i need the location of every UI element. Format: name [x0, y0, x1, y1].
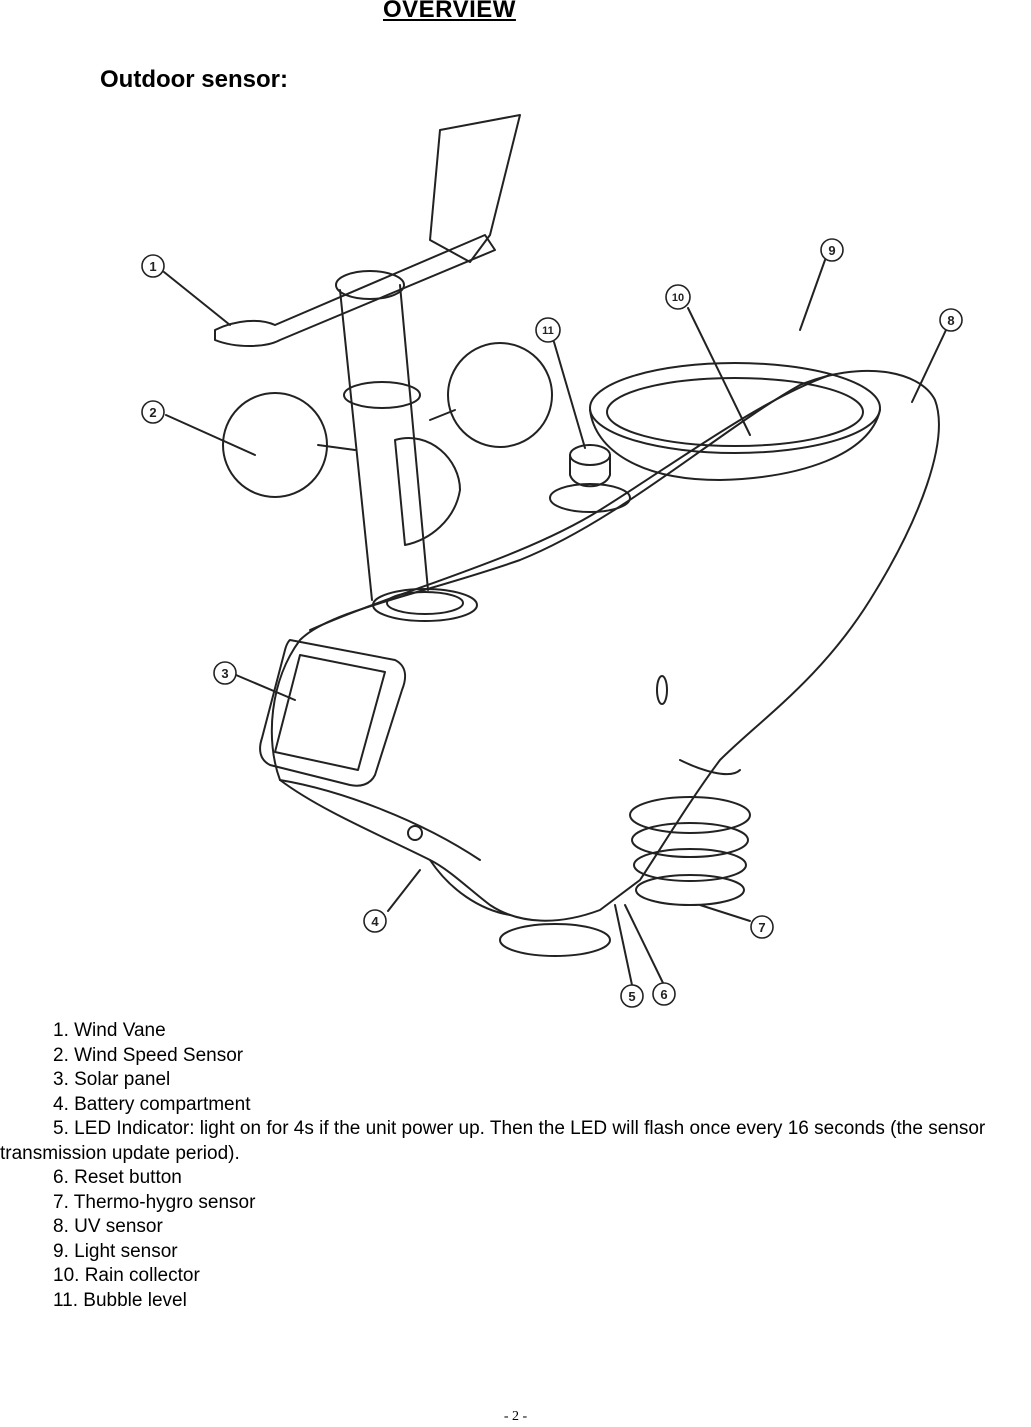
callout-label-8: 8: [947, 313, 955, 328]
legend-item-bubble-level: 11. Bubble level: [53, 1289, 187, 1311]
callout-label-10: 10: [671, 292, 685, 304]
legend-item-light-sensor: 9. Light sensor: [53, 1240, 178, 1262]
callout-4: [364, 910, 386, 932]
bubble-level-shape: [570, 445, 610, 465]
page-title: OVERVIEW: [383, 0, 516, 23]
callout-label-11: 11: [542, 325, 554, 337]
legend-item-battery-compartment: 4. Battery compartment: [53, 1093, 251, 1115]
legend-item-reset-button: 6. Reset button: [53, 1167, 182, 1188]
callout-6: [653, 983, 675, 1005]
callout-label-4: 4: [371, 914, 379, 929]
mast: [340, 285, 428, 600]
legend-item-led-indicator: 5. LED Indicator: light on for 4s if the unit power up. Then the LED will flash once every 16 seconds (the sensor transmission update period).: [0, 1118, 986, 1164]
callout-label-3: 3: [221, 666, 229, 681]
callout-label-5: 5: [628, 989, 636, 1004]
legend-item-wind-vane: 1. Wind Vane: [53, 1020, 166, 1041]
wind-cup-right: [448, 343, 552, 447]
callout-7: [751, 916, 773, 938]
wind-cup-left: [223, 393, 327, 497]
callout-label-7: 7: [758, 920, 766, 935]
outdoor-sensor-diagram: [0, 100, 1031, 1015]
legend-item-wind-speed-sensor: 2. Wind Speed Sensor: [53, 1044, 244, 1066]
legend-item-solar-panel: 3. Solar panel: [53, 1069, 171, 1090]
callout-2: [142, 401, 164, 423]
callout-8: [940, 309, 962, 331]
page-number: - 2 -: [503, 1409, 528, 1424]
callout-5: [621, 985, 643, 1007]
sensor-body: [272, 371, 939, 921]
legend-item-thermo-hygro-sensor: 7. Thermo-hygro sensor: [53, 1191, 256, 1213]
callout-10: [666, 285, 690, 309]
callout-label-6: 6: [660, 987, 668, 1002]
legend-item-rain-collector: 10. Rain collector: [53, 1265, 200, 1286]
callout-9: [821, 239, 843, 261]
callout-label-2: 2: [149, 405, 157, 420]
section-title: Outdoor sensor:: [100, 66, 289, 93]
rain-collector-shape: [590, 363, 880, 453]
callout-3: [214, 662, 236, 684]
parts-legend: [0, 1019, 1031, 1313]
legend-item-uv-sensor: 8. UV sensor: [53, 1216, 163, 1237]
callout-label-9: 9: [828, 243, 836, 258]
callout-1: [142, 255, 164, 277]
callout-label-1: 1: [149, 259, 157, 274]
callout-11: [536, 318, 560, 342]
thermo-hygro-shape: [630, 760, 750, 905]
